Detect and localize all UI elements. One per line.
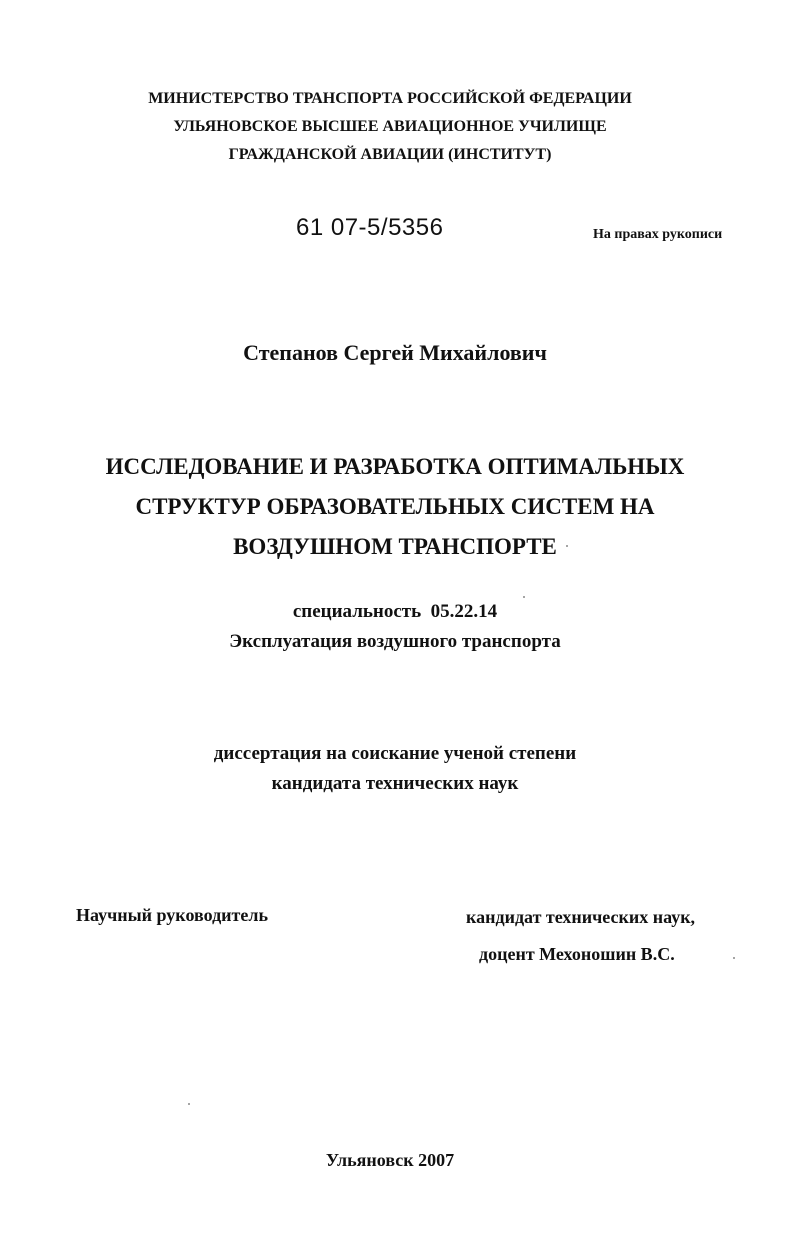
author-name: Степанов Сергей Михайлович xyxy=(243,340,547,365)
school-line: УЛЬЯНОВСКОЕ ВЫСШЕЕ АВИАЦИОННОЕ УЧИЛИЩЕ xyxy=(173,118,607,135)
thesis-title-line: ВОЗДУШНОМ ТРАНСПОРТЕ xyxy=(233,534,557,559)
scan-speck xyxy=(523,596,525,598)
degree-line: диссертация на соискание ученой степени xyxy=(213,743,577,764)
scan-speck xyxy=(733,957,735,959)
scan-speck xyxy=(566,545,568,547)
rights-note: На правах рукописи xyxy=(593,227,723,242)
institute-line: ГРАЖДАНСКОЙ АВИАЦИИ (ИНСТИТУТ) xyxy=(228,146,552,163)
catalog-number-stamp: 61 07-5/5356 xyxy=(296,214,444,241)
specialty-code: специальность 05.22.14 xyxy=(292,601,498,622)
degree-line: кандидата технических наук xyxy=(271,773,519,794)
thesis-title-line: СТРУКТУР ОБРАЗОВАТЕЛЬНЫХ СИСТЕМ НА xyxy=(135,494,655,519)
ministry-line: МИНИСТЕРСТВО ТРАНСПОРТА РОССИЙСКОЙ ФЕДЕРАЦИИ xyxy=(148,90,632,107)
specialty-name: Эксплуатация воздушного транспорта xyxy=(229,631,561,652)
advisor-name: доцент Мехоношин В.С. xyxy=(479,944,675,964)
thesis-title-line: ИССЛЕДОВАНИЕ И РАЗРАБОТКА ОПТИМАЛЬНЫХ xyxy=(105,454,685,479)
advisor-degree: кандидат технических наук, xyxy=(466,907,696,927)
advisor-label: Научный руководитель xyxy=(76,905,268,925)
scan-speck xyxy=(188,1103,190,1105)
place-year: Ульяновск 2007 xyxy=(325,1150,455,1170)
